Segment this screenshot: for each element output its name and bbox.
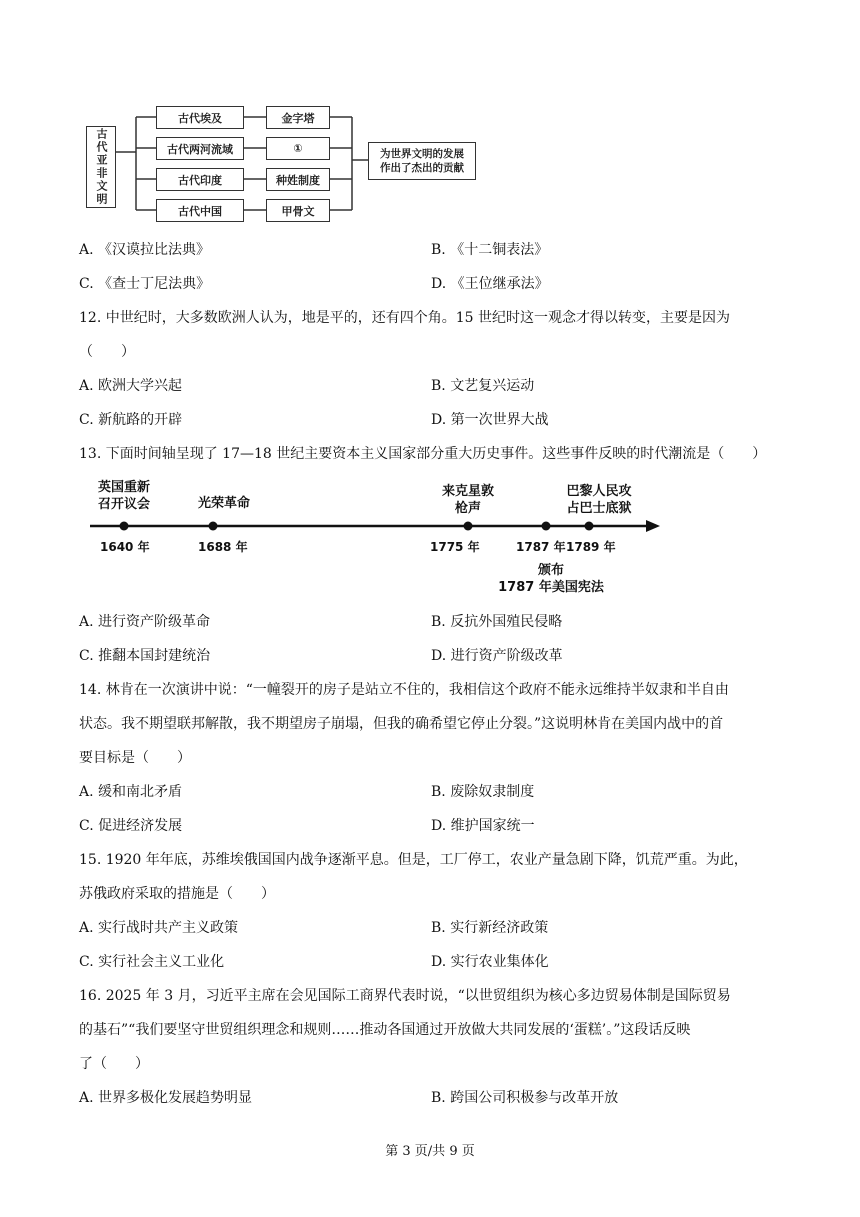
civilization-diagram [86,96,486,226]
timeline-dot-1688 [209,522,218,531]
q14-option-d: D. 维护国家统一 [431,818,535,834]
diagram-region-egypt: 古代埃及 [156,106,244,129]
timeline-constitution-line1: 颁布 [537,563,564,578]
q16-option-a: A. 世界多极化发展趋势明显 [79,1090,253,1106]
timeline-event-1688-label [190,495,258,512]
q13-option-d: D. 进行资产阶级改革 [431,648,563,664]
q12-option-d: D. 第一次世界大战 [431,412,549,428]
q12-option-b: B. 文艺复兴运动 [431,378,535,394]
timeline-dot-1789 [585,522,594,531]
q13-option-b: B. 反抗外国殖民侵略 [431,614,563,630]
diagram-region-india: 古代印度 [156,168,244,191]
q11-option-b: B. 《十二铜表法》 [431,242,549,258]
timeline-event-1775-label [434,483,502,517]
timeline-event-1775-line1: 来克星敦 [441,484,494,499]
diagram-achievement-caste: 种姓制度 [266,168,330,191]
q12-option-a: A. 欧洲大学兴起 [79,378,183,394]
q12-stem-line2: （ ） [79,344,135,360]
timeline-year-1688: 1688 年 [198,540,248,554]
q14-stem-line3: 要目标是（ ） [79,750,191,766]
timeline-constitution-line2: 1787 年美国宪法 [498,580,604,595]
diagram-achievement-blank: ① [266,137,330,160]
timeline-event-1640-line2: 召开议会 [97,497,150,512]
diagram-region-china: 古代中国 [156,199,244,222]
timeline-year-1775: 1775 年 [430,540,480,554]
q11-option-c: C. 《查士丁尼法典》 [79,276,211,292]
page-footer: 第 3 页/共 9 页 [385,1144,475,1159]
q14-option-b: B. 废除奴隶制度 [431,784,535,800]
diagram-conclusion-line2: 作出了杰出的贡献 [380,162,464,174]
diagram-root-box: 古代亚非文明 [86,126,116,208]
timeline-dot-1640 [120,522,129,531]
q15-option-a: A. 实行战时共产主义政策 [79,920,239,936]
q14-option-a: A. 缓和南北矛盾 [79,784,183,800]
q12-stem-line1: 12. 中世纪时，大多数欧洲人认为，地是平的，还有四个角。15 世纪时这一观念才得以转变，主要是因为 [79,310,730,326]
q15-option-d: D. 实行农业集体化 [431,954,549,970]
timeline-constitution-label [486,562,616,596]
q11-option-d: D. 《王位继承法》 [431,276,549,292]
q15-option-b: B. 实行新经济政策 [431,920,549,936]
timeline-event-1640-line1: 英国重新 [97,480,150,495]
q15-stem-line1: 15. 1920 年年底，苏维埃俄国国内战争逐渐平息。但是，工厂停工，农业产量急剧下降，饥荒严重。为此， [79,852,748,868]
q14-stem-line1: 14. 林肯在一次演讲中说：“一幢裂开的房子是站立不住的，我相信这个政府不能永远维持半奴隶和半自由 [79,682,729,698]
timeline-year-1789: 1789 年 [566,540,616,554]
timeline-year-1787: 1787 年 [516,540,566,554]
timeline-dot-1787 [542,522,551,531]
q16-stem-line3: 了（ ） [79,1056,149,1072]
timeline-event-1688-line1: 光荣革命 [197,496,250,511]
q14-option-c: C. 促进经济发展 [79,818,183,834]
q15-option-c: C. 实行社会主义工业化 [79,954,225,970]
q11-option-a: A. 《汉谟拉比法典》 [79,242,211,258]
timeline-event-1789-label [554,483,644,517]
diagram-region-mesopotamia: 古代两河流域 [156,137,244,160]
timeline [86,476,666,606]
timeline-event-1775-line2: 枪声 [454,501,481,516]
diagram-achievement-oracle: 甲骨文 [266,199,330,222]
q13-option-a: A. 进行资产阶级革命 [79,614,211,630]
timeline-dot-1775 [464,522,473,531]
q13-stem: 13. 下面时间轴呈现了 17—18 世纪主要资本主义国家部分重大历史事件。这些事件反映的时代潮流是（ ） [79,446,767,462]
diagram-conclusion-box [368,142,476,180]
q16-option-b: B. 跨国公司积极参与改革开放 [431,1090,619,1106]
q14-stem-line2: 状态。我不期望联邦解散，我不期望房子崩塌，但我的确希望它停止分裂。”这说明林肯在美国内战中的首 [79,716,724,732]
timeline-event-1640-label [90,479,158,513]
q16-stem-line1: 16. 2025 年 3 月，习近平主席在会见国际工商界代表时说，“以世贸组织为核心多边贸易体制是国际贸易 [79,988,731,1004]
timeline-event-1789-line1: 巴黎人民攻 [566,484,632,499]
q15-stem-line2: 苏俄政府采取的措施是（ ） [79,886,275,902]
q16-stem-line2: 的基石”“我们要坚守世贸组织理念和规则……推动各国通过开放做大共同发展的‘蛋糕’。”这段话反映 [79,1022,691,1038]
q13-option-c: C. 推翻本国封建统治 [79,648,211,664]
timeline-year-1640: 1640 年 [100,540,150,554]
diagram-conclusion-line1: 为世界文明的发展 [380,148,464,160]
diagram-achievement-pyramid: 金字塔 [266,106,330,129]
timeline-event-1789-line2: 占巴士底狱 [566,501,632,516]
q12-option-c: C. 新航路的开辟 [79,412,183,428]
